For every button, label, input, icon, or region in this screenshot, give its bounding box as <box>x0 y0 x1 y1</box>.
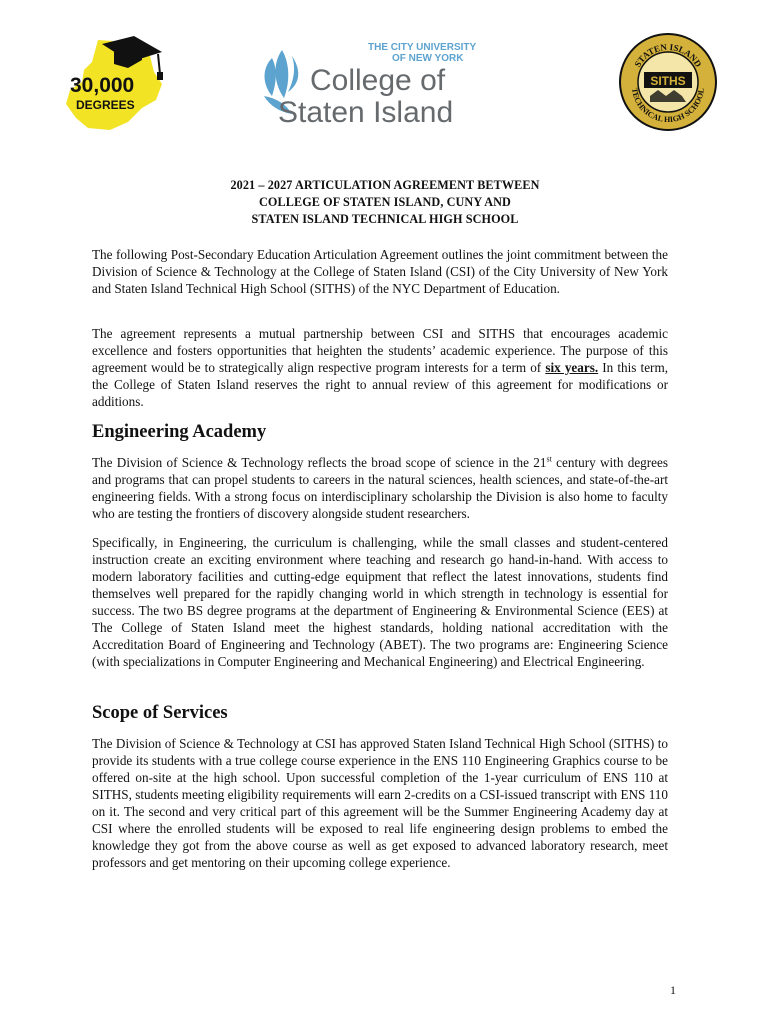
seal-center-text: SITHS <box>650 74 686 88</box>
page-number: 1 <box>670 983 676 997</box>
agreement-title <box>90 177 680 228</box>
cuny-line1: THE CITY UNIVERSITY <box>368 42 477 53</box>
seal-ring-top: STATEN ISLAND <box>632 41 704 69</box>
century-superscript: st <box>546 454 552 464</box>
division-text-after: century with degrees and programs that can propel students to careers in the natural sciences, health sciences, and state-of-the-art engineering fields. With a strong focus on interdisciplinary scholarship the Division is also home to faculty who are testing the frontiers of discovery alongside student researchers. <box>92 455 668 521</box>
term-emphasis: six years. <box>545 360 599 375</box>
partnership-text-before: The agreement represents a mutual partnership between CSI and SITHS that encourages academic excellence and fosters opportunities that heighten the students’ academic experience. The purpose of this agreement would be to strategically align respective program interests for a term of <box>92 326 668 375</box>
cuny-line2: OF NEW YORK <box>392 53 464 64</box>
title-line1: 2021 – 2027 ARTICULATION AGREEMENT BETWEEN <box>230 178 540 192</box>
degrees-text: DEGREES <box>76 98 135 112</box>
csi-name-line1: College of <box>310 64 446 97</box>
title-line2: COLLEGE OF STATEN ISLAND, CUNY AND <box>259 195 511 209</box>
csi-name-line2: Staten Island <box>278 96 454 126</box>
siths-seal <box>618 32 718 132</box>
thirty-thousand-degrees-logo <box>58 34 170 134</box>
engineering-curriculum-paragraph: Specifically, in Engineering, the curriculum is challenging, while the small classes and student-centered instruction create an exciting environment where teaching and research go hand-in-hand. With access to modern laboratory facilities and cutting-edge equipment that reflect the latest innovations, students find themselves well prepared for the rapidly changing world in which strength in technology is essential for success. The two BS degree programs at the department of Engineering & Environmental Science (EES) at The College of Staten Island meet the highest standards, holding national accreditation with the Accreditation Board of Engineering and Technology (ABET). The two programs are: Engineering Science (with specializations in Computer Engineering and Mechanical Engineering) and Electrical Engineering. <box>92 535 668 669</box>
thirty-thousand-text: 30,000 <box>70 74 135 97</box>
partnership-paragraph <box>92 325 668 410</box>
division-paragraph <box>92 454 668 522</box>
title-line3: STATEN ISLAND TECHNICAL HIGH SCHOOL <box>251 212 519 226</box>
scope-paragraph: The Division of Science & Technology at CSI has approved Staten Island Technical High School (SITHS) to provide its students with a true college course experience in the ENS 110 Engineering Graphics course to be offered on-site at the high school. Upon successful completion of the 1-year curriculum of ENS 110 at SITHS, students meeting eligibility requirements will earn 2-credits on a CSI-issued transcript with ENS 110 on it. The second and very critical part of this agreement will be the Summer Engineering Academy day at CSI where the enrolled students will be exposed to real life engineering design problems to embed the knowledge they got from the above course as well as get exposed to advanced laboratory research, meet professors and get mentoring on their upcoming college experience. <box>92 736 668 870</box>
engineering-academy-heading: Engineering Academy <box>92 422 267 442</box>
partnership-text-after: In this term, the College of Staten Island reserves the right to annual review of this agreement for modifications or additions. <box>92 360 668 409</box>
intro-paragraph: The following Post-Secondary Education Articulation Agreement outlines the joint commitment between the Division of Science & Technology at the College of Staten Island (CSI) of the City University of New York and Staten Island Technical High School (SITHS) of the NYC Department of Education. <box>92 247 668 296</box>
scope-of-services-heading: Scope of Services <box>92 703 228 723</box>
seal-ring-bottom: TECHNICAL HIGH SCHOOL <box>629 87 707 125</box>
csi-logo <box>258 40 508 126</box>
division-text-before: The Division of Science & Technology reflects the broad scope of science in the 21 <box>92 455 547 470</box>
